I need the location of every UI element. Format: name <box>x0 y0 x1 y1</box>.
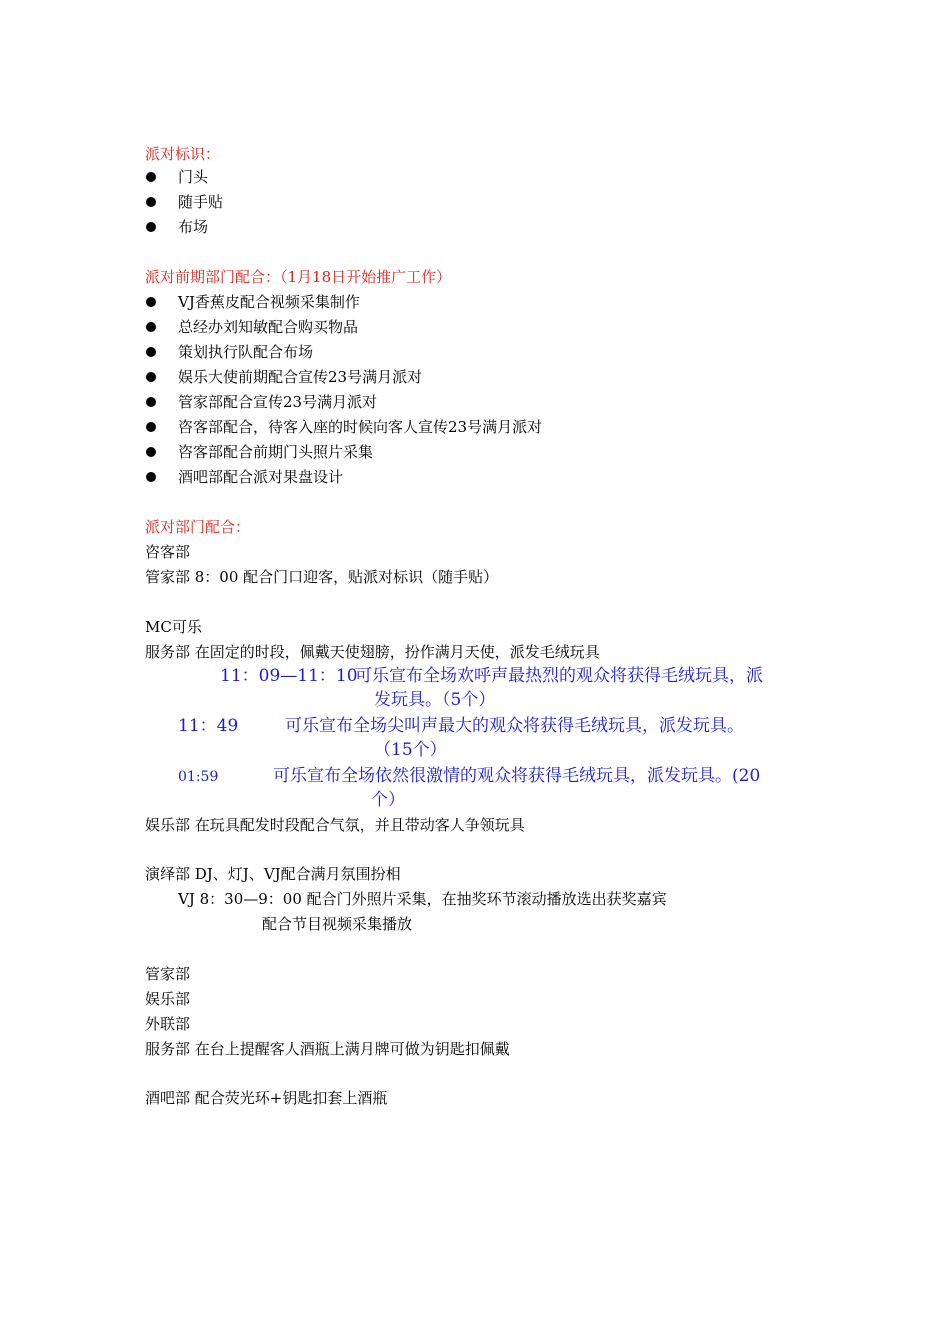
dept-line: 酒吧部 配合荧光环+钥匙扣套上酒瓶 <box>145 1089 388 1107</box>
bullet-icon <box>146 197 156 207</box>
bullet-icon <box>146 297 156 307</box>
bullet-icon <box>146 172 156 182</box>
dept-line: 配合节目视频采集播放 <box>262 915 413 933</box>
list-item: 酒吧部配合派对果盘设计 <box>178 468 344 486</box>
list-item: 娱乐大使前期配合宣传23号满月派对 <box>178 368 423 386</box>
dept-line: 外联部 <box>145 1015 191 1033</box>
list-item: 管家部配合宣传23号满月派对 <box>178 393 378 411</box>
dept-line: VJ 8：30—9：00 配合门外照片采集，在抽奖环节滚动播放选出获奖嘉宾 <box>178 890 667 908</box>
dept-line: MC可乐 <box>145 618 202 636</box>
event-time: 01:59 <box>178 769 219 785</box>
event-text-cont: 发玩具。（5个） <box>374 690 496 710</box>
list-item: 策划执行队配合布场 <box>178 343 314 361</box>
section-title-pre-coordination: 派对前期部门配合：（1月18日开始推广工作） <box>145 268 452 286</box>
bullet-icon <box>146 397 156 407</box>
event-text: 可乐宣布全场欢呼声最热烈的观众将获得毛绒玩具，派 <box>355 666 763 686</box>
event-text: 可乐宣布全场依然很激情的观众将获得毛绒玩具，派发玩具。(20 <box>273 766 761 786</box>
dept-line: 娱乐部 在玩具配发时段配合气氛，并且带动客人争领玩具 <box>145 816 525 834</box>
dept-line: 服务部 在固定的时段，佩戴天使翅膀，扮作满月天使，派发毛绒玩具 <box>145 643 600 661</box>
bullet-icon <box>146 347 156 357</box>
dept-line: 娱乐部 <box>145 990 191 1008</box>
bullet-icon <box>146 372 156 382</box>
dept-line: 演绎部 DJ、灯J、VJ配合满月氛围扮相 <box>145 865 401 883</box>
bullet-icon <box>146 472 156 482</box>
dept-line: 管家部 <box>145 965 191 983</box>
dept-line: 咨客部 <box>145 543 191 561</box>
list-item: 门头 <box>178 168 209 186</box>
section-title-coordination: 派对部门配合： <box>145 518 251 536</box>
bullet-icon <box>146 322 156 332</box>
list-item: 随手贴 <box>178 193 224 211</box>
event-time: 11：09—11：10 <box>220 666 358 686</box>
bullet-icon <box>146 447 156 457</box>
bullet-icon <box>146 422 156 432</box>
list-item: 布场 <box>178 218 209 236</box>
bullet-icon <box>146 222 156 232</box>
dept-line: 管家部 8：00 配合门口迎客，贴派对标识（随手贴） <box>145 568 499 586</box>
list-item: 咨客部配合，待客入座的时候向客人宣传23号满月派对 <box>178 418 543 436</box>
list-item: VJ香蕉皮配合视频采集制作 <box>178 293 360 311</box>
event-text-cont: 个） <box>371 790 405 810</box>
event-time: 11：49 <box>178 716 239 736</box>
list-item: 总经办刘知敏配合购买物品 <box>178 318 359 336</box>
dept-line: 服务部 在台上提醒客人酒瓶上满月牌可做为钥匙扣佩戴 <box>145 1040 510 1058</box>
list-item: 咨客部配合前期门头照片采集 <box>178 443 374 461</box>
event-text: 可乐宣布全场尖叫声最大的观众将获得毛绒玩具，派发玩具。 <box>285 716 744 736</box>
event-text-cont: （15个） <box>374 740 447 760</box>
section-title-party-marks: 派对标识： <box>145 145 221 163</box>
